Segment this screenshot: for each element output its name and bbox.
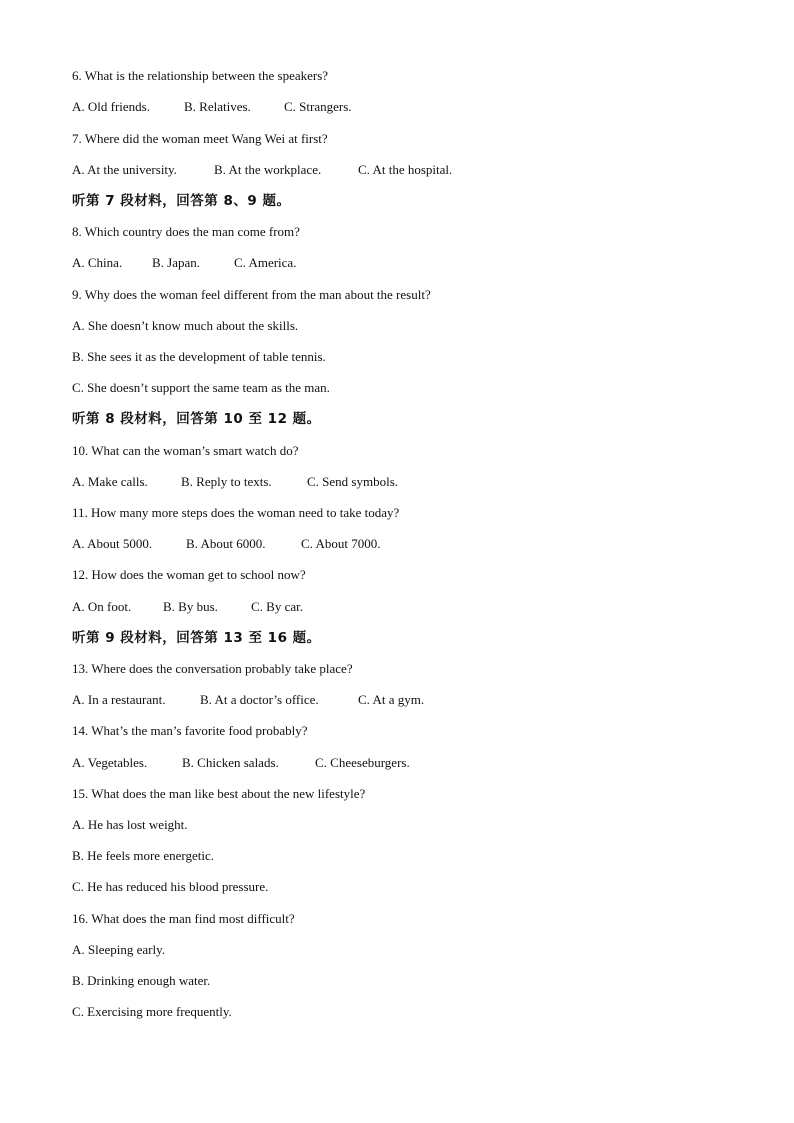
section-heading-7: 听第 7 段材料，回答第 8、9 题。 [72, 193, 291, 209]
question-16: 16. What does the man find most difficult? [72, 911, 295, 926]
question-7: 7. Where did the woman meet Wang Wei at first? [72, 131, 328, 146]
option-b: B. By bus. [163, 599, 218, 614]
option-b: B. Japan. [152, 255, 201, 270]
option-c: C. Exercising more frequently. [72, 1004, 232, 1019]
option-a: A. On foot. [72, 599, 132, 614]
option-c: C. Send symbols. [307, 474, 399, 489]
question-6: 6. What is the relationship between the speakers? [72, 68, 329, 83]
section-heading-9: 听第 9 段材料，回答第 13 至 16 题。 [72, 630, 321, 646]
option-c: C. By car. [251, 599, 303, 614]
option-a: A. Sleeping early. [72, 942, 166, 957]
option-b: B. Reply to texts. [181, 474, 272, 489]
option-c: C. About 7000. [301, 536, 381, 551]
option-a: A. Old friends. [72, 99, 150, 114]
question-13: 13. Where does the conversation probably take place? [72, 661, 353, 676]
section-heading-8: 听第 8 段材料，回答第 10 至 12 题。 [72, 411, 321, 427]
option-b: B. Chicken salads. [182, 755, 279, 770]
question-11: 11. How many more steps does the woman need to take today? [72, 505, 400, 520]
option-b: B. She sees it as the development of table tennis. [72, 349, 326, 364]
question-15: 15. What does the man like best about the new lifestyle? [72, 786, 366, 801]
option-a: A. About 5000. [72, 536, 153, 551]
option-a: A. She doesn’t know much about the skills. [72, 318, 299, 333]
option-a: A. Vegetables. [72, 755, 148, 770]
option-b: B. At the workplace. [214, 162, 322, 177]
option-c: C. Strangers. [284, 99, 352, 114]
question-14: 14. What’s the man’s favorite food probably? [72, 723, 308, 738]
option-c: C. He has reduced his blood pressure. [72, 879, 269, 894]
option-c: C. America. [234, 255, 297, 270]
option-c: C. At a gym. [358, 692, 425, 707]
question-9: 9. Why does the woman feel different from the man about the result? [72, 287, 431, 302]
option-b: B. At a doctor’s office. [200, 692, 319, 707]
option-b: B. About 6000. [186, 536, 266, 551]
option-c: C. At the hospital. [358, 162, 453, 177]
option-c: C. She doesn’t support the same team as the man. [72, 380, 330, 395]
question-10: 10. What can the woman’s smart watch do? [72, 443, 299, 458]
question-12: 12. How does the woman get to school now? [72, 567, 306, 582]
option-a: A. In a restaurant. [72, 692, 166, 707]
option-b: B. Drinking enough water. [72, 973, 211, 988]
option-a: A. At the university. [72, 162, 177, 177]
option-b: B. Relatives. [184, 99, 251, 114]
option-a: A. China. [72, 255, 123, 270]
option-b: B. He feels more energetic. [72, 848, 214, 863]
option-a: A. He has lost weight. [72, 817, 188, 832]
option-c: C. Cheeseburgers. [315, 755, 410, 770]
question-8: 8. Which country does the man come from? [72, 224, 300, 239]
option-a: A. Make calls. [72, 474, 148, 489]
